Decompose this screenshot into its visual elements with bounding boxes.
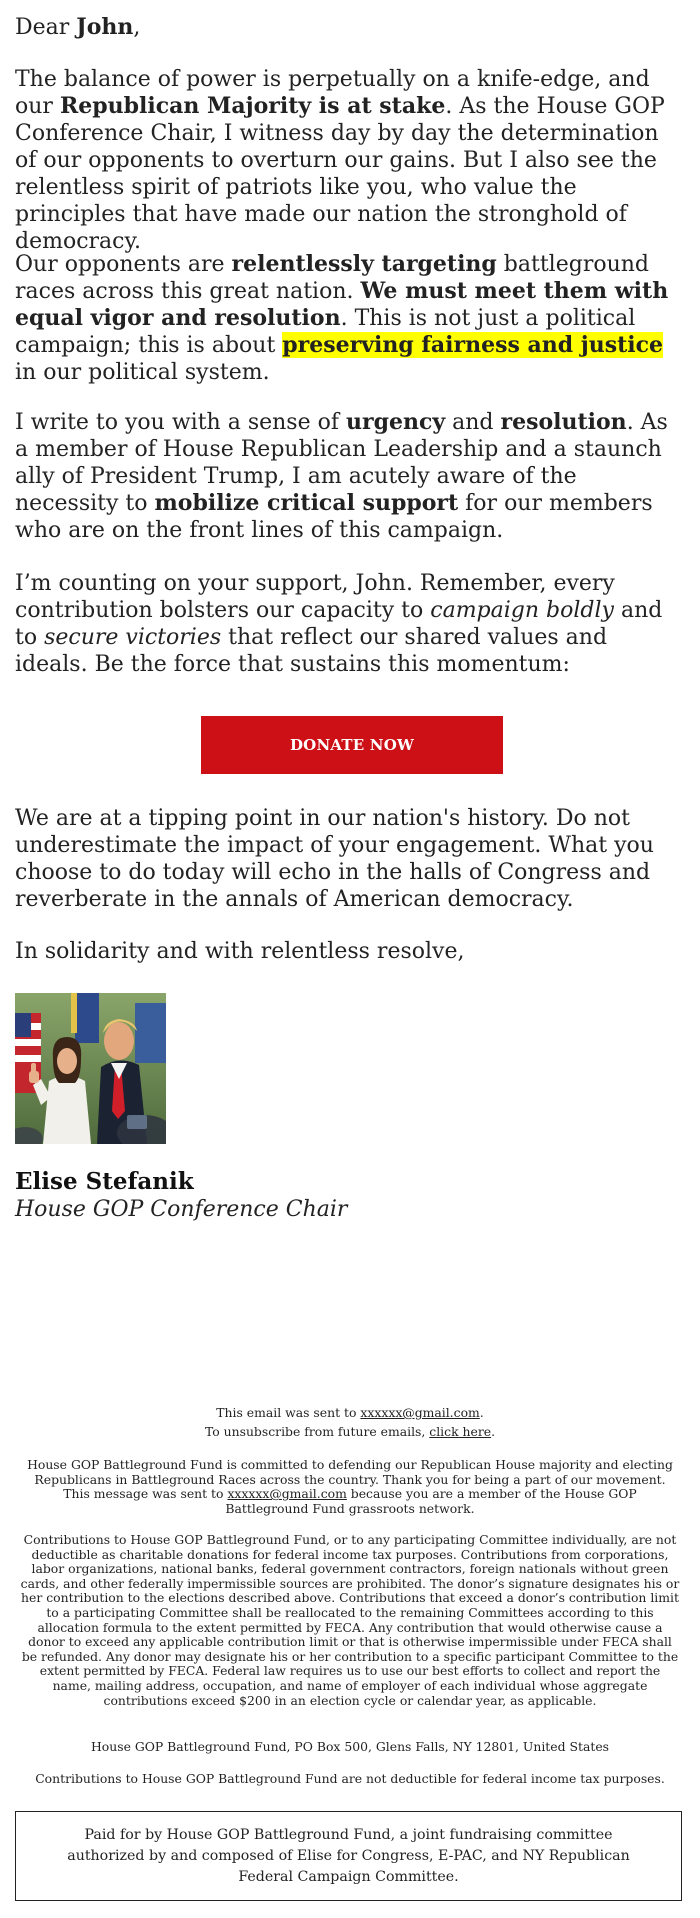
about-text-1: House GOP Battleground Fund is committed to defending our Republican House majority and electing Republicans in Battleground Races across the country. Thank you for being a part of our movement. This message was sent to — [27, 1457, 673, 1502]
signature-photo — [15, 993, 166, 1144]
footer-legal-disclaimer: Contributions to House GOP Battleground Fund, or to any participating Committee individually, are not deductible as charitable donations for federal income tax purposes. Contributions from corporations, labor organizations, national banks, federal government contractors, foreign nationals without green cards, and other federally impermissible sources are prohibited. The donor’s signature designates his or her contribution to the elections described above. Contributions that exceed a donor’s contribution limit to a participating Committee shall be reallocated to the remaining Committees according to this allocation formula to the extent permitted by FECA. Any contribution that would otherwise cause a donor to exceed any applicable contribution limit or that is otherwise impermissible under FECA shall be refunded. Any donor may designate his or her contribution to a specific participant Committee to the extent permitted by FECA. Federal law requires us to use our best efforts to collect and report the name, mailing address, occupation, and name of employer of each individual whose aggregate contributions exceed $200 in an election cycle or calendar year, as applicable. — [20, 1532, 680, 1708]
unsubscribe-link[interactable]: click here — [429, 1424, 492, 1439]
greeting-prefix: Dear — [15, 15, 77, 40]
signature-title: House GOP Conference Chair — [15, 1197, 348, 1222]
p4-italic-1: campaign boldly — [430, 598, 614, 623]
p3-bold-2: resolution — [500, 409, 627, 435]
about-text-2: because you are a member of the House GOP Battleground Fund grassroots network. — [225, 1486, 637, 1516]
p4-text-3: that reflect our shared values and ideals. Be the force that sustains this momentum: — [15, 625, 608, 677]
p2-highlight: preserving fairness and justice — [282, 332, 664, 358]
p4-text-1: I’m counting on your support, John. Remember, every contribution bolsters our capacity to — [15, 571, 615, 623]
p1-text-2: . As the House GOP Conference Chair, I witness day by day the determination of our opponents to overturn our gains. But I also see the relentless spirit of patriots like you, who value the principles that have made our nation the stronghold of democracy. — [15, 94, 665, 254]
paragraph-4 — [15, 570, 685, 678]
photo-illustration — [15, 993, 166, 1144]
p2-text-4: in our political system. — [15, 360, 270, 385]
sent-prefix: This email was sent to — [216, 1405, 361, 1420]
p3-bold-1: urgency — [345, 409, 446, 435]
about-email-link[interactable]: xxxxxx@gmail.com — [227, 1486, 347, 1502]
paragraph-1 — [15, 66, 685, 255]
greeting-suffix: , — [133, 15, 141, 40]
paid-for-text: Paid for by House GOP Battleground Fund, a joint fundraising committee authorized by and composed of Elise for Congress, E-PAC, and NY Republican Federal Campaign Committee. — [67, 1826, 630, 1885]
paragraph-3 — [15, 409, 685, 544]
paragraph-2 — [15, 251, 685, 386]
p3-text-3: . As a member of House Republican Leadership and a staunch ally of President Trump, I am acutely aware of the necessity to — [15, 410, 668, 516]
p4-italic-2: secure victories — [44, 625, 222, 650]
unsub-suffix: . — [491, 1424, 496, 1439]
paragraph-5: We are at a tipping point in our nation's history. Do not underestimate the impact of your engagement. What you choose to do today will echo in the halls of Congress and reverberate in the annals of American democracy. — [15, 806, 654, 912]
p1-bold-1: Republican Majority is at stake — [59, 93, 446, 119]
footer-about — [20, 1458, 680, 1516]
p2-text-3: . This is not just a political campaign; this is about — [15, 306, 636, 358]
p3-text-2: and — [445, 410, 501, 435]
sent-suffix: . — [479, 1405, 484, 1420]
footer-not-deductible: Contributions to House GOP Battleground Fund are not deductible for federal income tax purposes. — [35, 1771, 665, 1786]
p2-bold-2: We must meet them with equal vigor and resolution — [15, 278, 669, 331]
footer-unsubscribe — [20, 1425, 680, 1440]
p2-bold-1: relentlessly targeting — [231, 251, 497, 277]
p1-text-1: The balance of power is perpetually on a knife-edge, and our — [15, 67, 650, 119]
donate-now-button[interactable]: DONATE NOW — [201, 716, 503, 774]
p3-text-1: I write to you with a sense of — [15, 410, 346, 435]
footer-address: House GOP Battleground Fund, PO Box 500, Glens Falls, NY 12801, United States — [90, 1739, 610, 1754]
unsub-prefix: To unsubscribe from future emails, — [204, 1424, 430, 1439]
p2-text-1: Our opponents are — [15, 252, 232, 277]
p3-text-4: for our members who are on the front lines of this campaign. — [15, 491, 653, 543]
salutation — [15, 14, 685, 41]
recipient-name: John — [76, 14, 134, 40]
p4-text-2: and to — [15, 598, 663, 650]
closing-line: In solidarity and with relentless resolve, — [15, 939, 465, 964]
p2-text-2: battleground races across this great nation. — [15, 252, 650, 304]
footer-sent-to — [20, 1406, 680, 1421]
signature-name: Elise Stefanik — [15, 1168, 194, 1195]
p3-bold-3: mobilize critical support — [154, 490, 459, 516]
paid-for-disclaimer-box — [15, 1811, 682, 1901]
sent-email-link[interactable]: xxxxxx@gmail.com — [360, 1405, 480, 1420]
